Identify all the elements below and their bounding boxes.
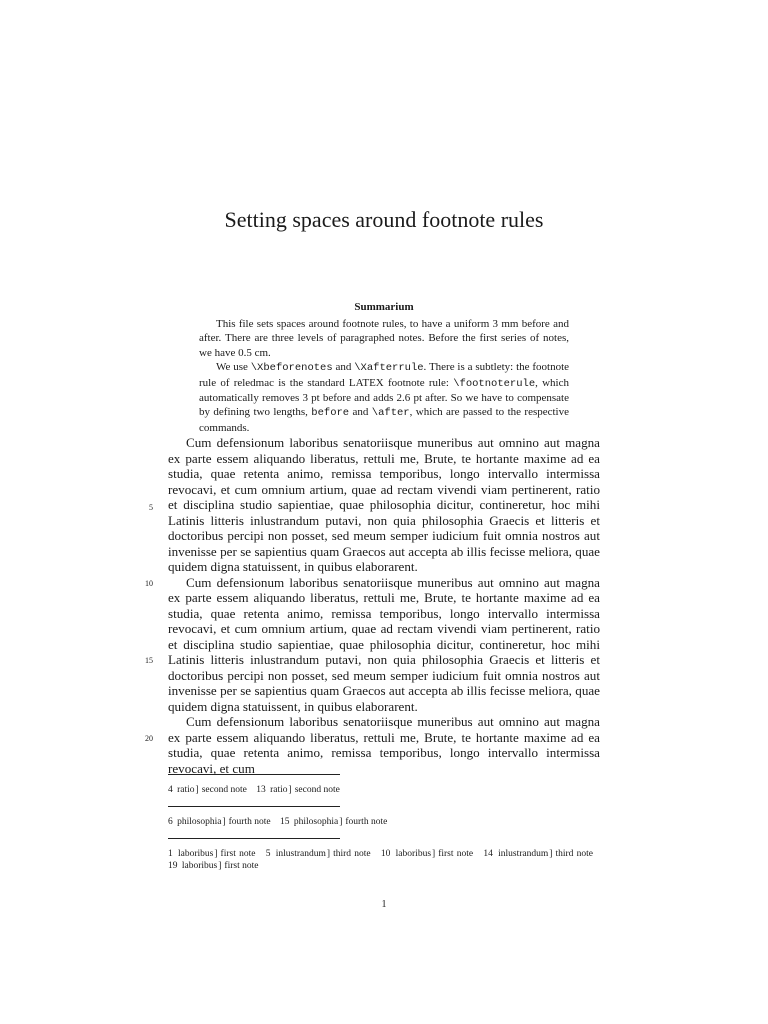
page-number: 1	[381, 899, 387, 910]
footnote-bracket: ]	[549, 849, 553, 859]
footnote-series-b	[168, 816, 600, 828]
footnote-bracket: ]	[218, 861, 222, 871]
code-command: \Xafterrule	[354, 362, 424, 375]
footnote-entry	[381, 849, 473, 859]
abstract-heading: Summarium	[354, 301, 414, 313]
abstract-text: and	[332, 361, 355, 374]
footnote-lemma: laboribus	[395, 849, 432, 859]
footnote-text: fourth note	[345, 817, 388, 827]
footnote-lemma: laboribus	[181, 861, 218, 871]
abstract-text: , which are passed to the respective commands.	[199, 406, 569, 434]
footnote-text: third note	[555, 849, 594, 859]
footnote-entry	[168, 817, 271, 827]
footnote-text: second note	[294, 785, 340, 795]
footnote-lemma: inlustrandum	[275, 849, 326, 859]
footnote-bracket: ]	[214, 849, 218, 859]
abstract	[199, 317, 569, 435]
footnote-text: fourth note	[228, 817, 271, 827]
footnote-bracket: ]	[195, 785, 199, 795]
footnote-bracket: ]	[222, 817, 226, 827]
footnote-text: first note	[224, 861, 259, 871]
footnote-lemma: ratio	[270, 785, 288, 795]
footnote-series-a	[168, 784, 600, 796]
abstract-text: , which automatically removes 3 pt before and adds 2.6 pt after. So we have to compensate by defining two lengths,	[199, 376, 569, 419]
main-text	[168, 435, 600, 776]
footnote-lemma: ratio	[177, 785, 195, 795]
footnote-line-number: 10	[380, 849, 391, 859]
body-paragraph-1: Cum defensionum laboribus senatoriisque muneribus aut omnino aut magna ex parte essem aliquando liberatus, rettuli me, Brute, te hortante maxime ad ea studia, quae retenta animo, remissa temporibus, longo intervallo intermissa revocavi, et cum omnium artium, quae ad rectam vivendi viam pertinerent, ratio et disciplina studio sapientiae, quae philosophia dicitur, contineretur, hoc mihi Latinis litteris inlustrandum putavi, non quia philosophia Graecis et litteris et doctoribus percipi non posset, sed meum semper iudicium fuit omnia nostros aut invenisse per se sapientius quam Graecos aut accepta ab illis fecisse meliora, quae quidem digna statuissent, in quibus elaborarent.	[168, 435, 600, 574]
line-number: 5	[149, 503, 153, 512]
footnote-bracket: ]	[339, 817, 343, 827]
body-paragraph-3: Cum defensionum laboribus senatoriisque muneribus aut omnino aut magna ex parte essem aliquando liberatus, rettuli me, Brute, te hortante maxime ad ea studia, quae retenta animo, remissa temporibus, longo intervallo intermissa revocavi, et cum	[168, 714, 600, 776]
footnote-text: first note	[220, 849, 256, 859]
footnote-line-number: 15	[279, 817, 290, 827]
line-number: 10	[145, 579, 153, 588]
body-paragraph-2: Cum defensionum laboribus senatoriisque muneribus aut omnino aut magna ex parte essem aliquando liberatus, rettuli me, Brute, te hortante maxime ad ea studia, quae retenta animo, remissa temporibus, longo intervallo intermissa revocavi, et cum omnium artium, quae ad rectam vivendi viam pertinerent, ratio et disciplina studio sapientiae, quae philosophia dicitur, contineretur, hoc mihi Latinis litteris inlustrandum putavi, non quia philosophia Graecis et litteris et doctoribus percipi non posset, sed meum semper iudicium fuit omnia nostros aut invenisse per se sapientius quam Graecos aut accepta ab illis fecisse meliora, quae quidem digna statuissent, in quibus elaborarent.	[168, 574, 600, 714]
abstract-text: . There is a subtlety: the footnote rule of reledmac is the standard LATEX footnote rule:	[199, 361, 570, 389]
footnote-bracket: ]	[326, 849, 331, 859]
footnote-entry	[483, 849, 593, 859]
footnote-rule	[168, 806, 340, 807]
page-title: Setting spaces around footnote rules	[224, 207, 544, 232]
footnote-line-number: 1	[168, 849, 173, 859]
footnote-line-number: 6	[168, 817, 173, 827]
footnote-text: second note	[201, 785, 247, 795]
abstract-text: We use	[216, 361, 251, 374]
abstract-paragraph-1: This file sets spaces around footnote rules, to have a uniform 3 mm before and after. There are three levels of paragraphed notes. Before the first series of notes, we have 0.5 cm.	[199, 318, 569, 359]
footnote-line-number: 13	[256, 785, 266, 795]
footnote-lemma: laboribus	[178, 849, 214, 859]
footnote-line-number: 4	[168, 785, 173, 795]
footnote-text: first note	[438, 849, 474, 859]
line-number: 20	[145, 734, 153, 743]
footnote-entry	[168, 785, 247, 795]
code-command: \after	[371, 407, 410, 420]
footnote-series-c	[168, 848, 600, 872]
code-command: \footnoterule	[453, 377, 536, 390]
footnote-lemma: philosophia	[293, 817, 339, 827]
footnote-bracket: ]	[432, 849, 436, 859]
footnote-bracket: ]	[288, 785, 292, 795]
footnote-line-number: 19	[168, 861, 178, 871]
footnote-entry	[168, 849, 255, 859]
footnote-entry	[280, 817, 387, 827]
abstract-text: and	[349, 406, 372, 419]
footnote-lemma: philosophia	[177, 817, 222, 827]
footnote-line-number: 14	[483, 849, 493, 859]
code-command: \Xbeforenotes	[250, 362, 333, 375]
footnote-rule	[168, 774, 340, 775]
footnote-text: third note	[333, 849, 371, 859]
footnote-entry	[168, 861, 258, 871]
footnote-entry	[266, 849, 371, 859]
footnote-line-number: 5	[265, 849, 271, 859]
footnote-lemma: inlustrandum	[498, 849, 549, 859]
code-command: before	[311, 407, 350, 420]
abstract-paragraph-2	[199, 360, 569, 435]
footnote-entry	[256, 785, 340, 795]
line-number: 15	[145, 656, 153, 665]
footnote-rule	[168, 838, 340, 839]
